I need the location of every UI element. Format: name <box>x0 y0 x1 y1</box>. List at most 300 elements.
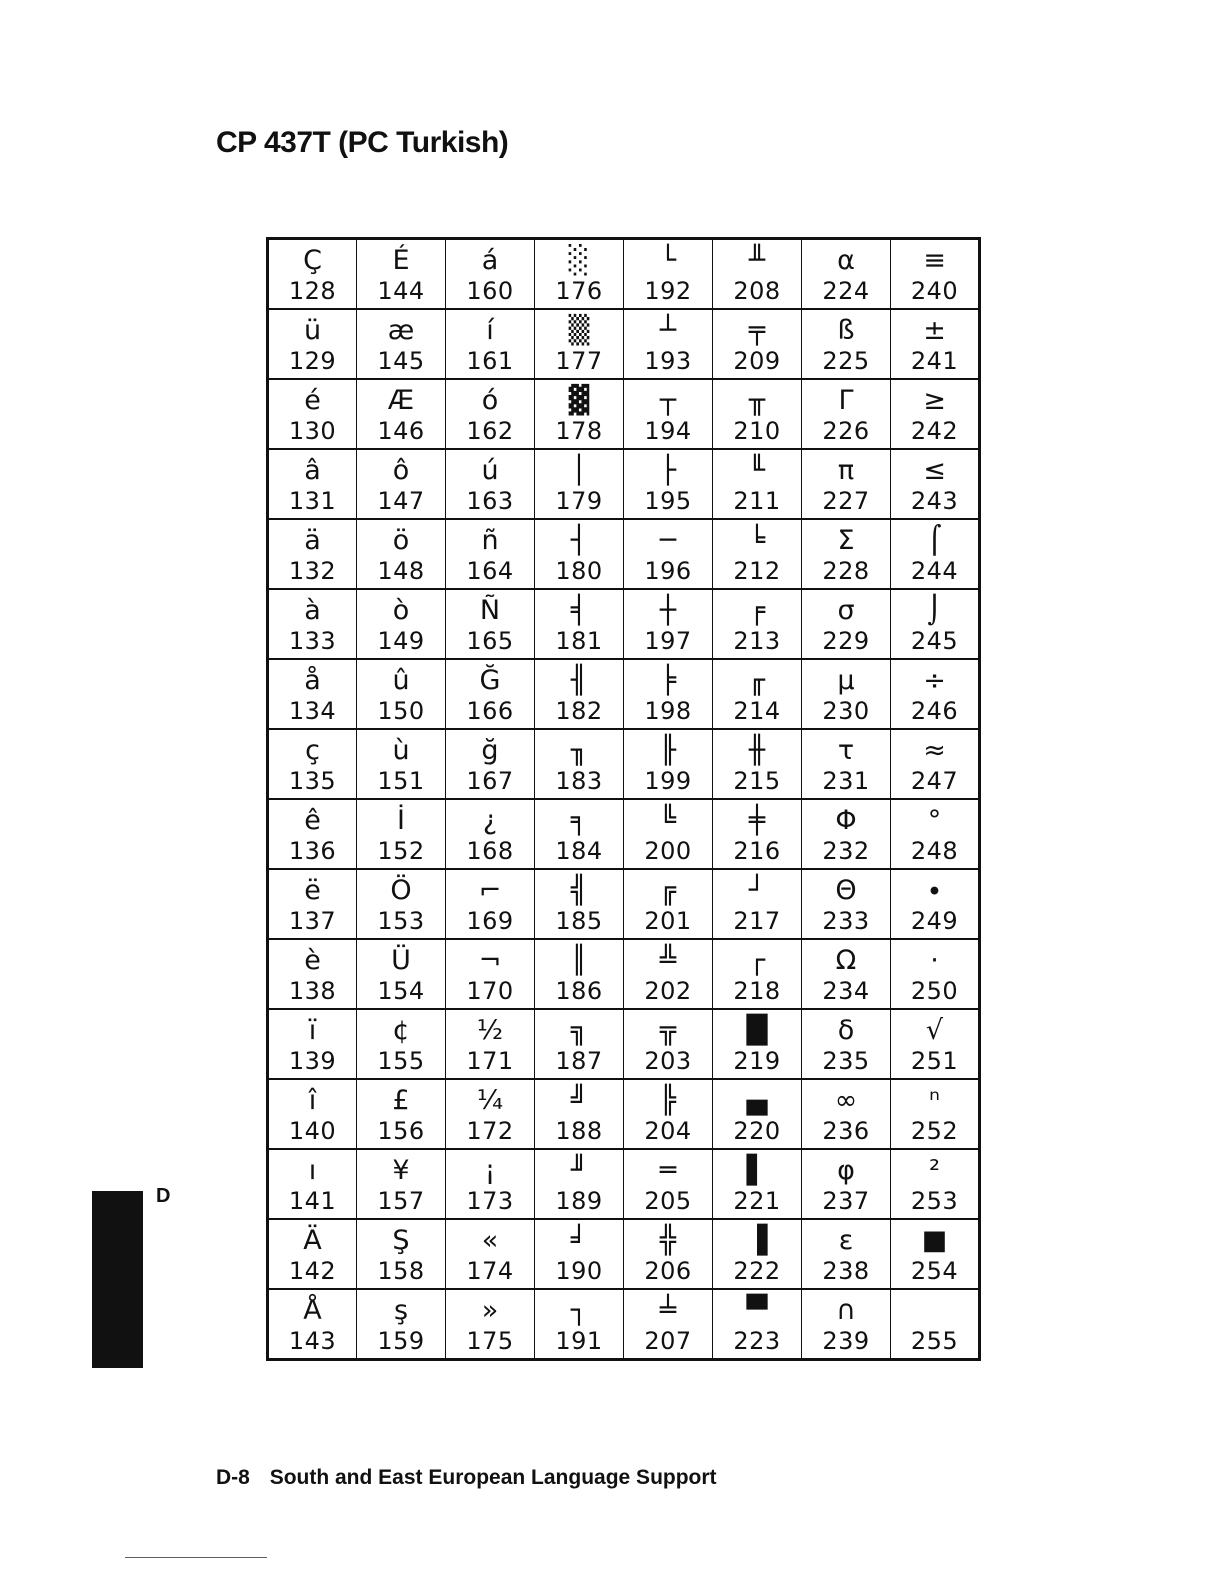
cell-character: ç <box>305 735 320 766</box>
code-cell <box>713 239 802 310</box>
code-cell <box>535 869 624 939</box>
code-cell <box>624 869 713 939</box>
code-cell <box>713 1009 802 1079</box>
cell-character: ╙ <box>748 455 766 486</box>
table-row <box>268 939 980 1009</box>
cell-character: ë <box>304 875 321 906</box>
cell-character: ñ <box>481 525 499 556</box>
cell-code-number: 195 <box>644 487 692 515</box>
code-cell <box>268 239 357 310</box>
cell-code-number: 225 <box>822 347 870 375</box>
code-cell <box>713 729 802 799</box>
cell-code-number: 168 <box>466 837 514 865</box>
cell-character: ─ <box>659 525 677 556</box>
cell-code-number: 156 <box>377 1117 425 1145</box>
cell-character: Ş <box>392 1225 410 1256</box>
cell-character: α <box>837 245 855 276</box>
cell-code-number: 145 <box>377 347 425 375</box>
cell-code-number: 176 <box>555 277 603 305</box>
cell-character: ╧ <box>659 1295 677 1326</box>
table-row <box>268 659 980 729</box>
code-cell <box>446 309 535 379</box>
cell-character: ▀ <box>746 1295 768 1326</box>
cell-code-number: 237 <box>822 1187 870 1215</box>
cell-code-number: 249 <box>910 907 959 935</box>
cell-character: ≡ <box>923 245 946 276</box>
cell-character: ı <box>308 1155 317 1186</box>
code-cell <box>268 729 357 799</box>
cell-code-number: 250 <box>910 977 959 1005</box>
code-cell <box>713 1289 802 1360</box>
cell-code-number: 211 <box>733 487 781 515</box>
cell-character: ║ <box>570 945 588 976</box>
table-row <box>268 1149 980 1219</box>
cell-code-number: 159 <box>377 1327 425 1355</box>
cell-code-number: 155 <box>377 1047 425 1075</box>
code-cell <box>357 939 446 1009</box>
cell-character: ╕ <box>570 805 588 836</box>
cell-code-number: 162 <box>466 417 514 445</box>
cell-character: Ä <box>303 1225 322 1256</box>
code-cell <box>446 519 535 589</box>
cell-code-number: 217 <box>733 907 781 935</box>
code-cell <box>268 589 357 659</box>
cell-code-number: 201 <box>644 907 692 935</box>
code-cell <box>713 659 802 729</box>
cell-character: £ <box>392 1085 410 1116</box>
code-cell <box>624 799 713 869</box>
cell-character <box>891 1290 978 1328</box>
code-cell <box>891 729 980 799</box>
code-cell <box>624 1289 713 1360</box>
cell-character: û <box>392 665 410 696</box>
cell-character: ╥ <box>748 385 766 416</box>
code-cell <box>535 239 624 310</box>
cell-code-number: 191 <box>555 1327 603 1355</box>
cell-character: ∙ <box>926 875 943 906</box>
cell-code-number: 193 <box>644 347 692 375</box>
cell-character: ° <box>927 805 942 836</box>
cell-code-number: 149 <box>377 627 425 655</box>
code-cell <box>268 1289 357 1360</box>
cell-character: δ <box>837 1015 855 1046</box>
cell-character: · <box>930 945 939 976</box>
cell-code-number: 188 <box>555 1117 603 1145</box>
code-cell <box>802 1219 891 1289</box>
cell-character: « <box>481 1225 499 1256</box>
cell-code-number: 138 <box>288 977 337 1005</box>
code-cell <box>802 589 891 659</box>
cell-code-number: 130 <box>288 417 337 445</box>
code-cell <box>624 309 713 379</box>
code-cell <box>802 519 891 589</box>
code-cell <box>891 1079 980 1149</box>
cell-character: █ <box>746 1015 768 1046</box>
cell-character: ¬ <box>478 945 502 976</box>
cell-code-number: 223 <box>733 1327 781 1355</box>
cell-character: ╜ <box>570 1155 588 1186</box>
cell-code-number: 230 <box>822 697 870 725</box>
cell-character: ê <box>304 805 321 836</box>
code-cell <box>802 1289 891 1360</box>
code-cell <box>535 519 624 589</box>
cell-character: à <box>304 595 321 626</box>
cell-code-number: 181 <box>555 627 603 655</box>
cell-code-number: 179 <box>555 487 603 515</box>
cell-code-number: 198 <box>644 697 692 725</box>
side-tab-marker <box>92 1191 143 1368</box>
cell-code-number: 184 <box>555 837 603 865</box>
cell-code-number: 213 <box>733 627 781 655</box>
code-cell <box>802 379 891 449</box>
code-cell <box>713 939 802 1009</box>
code-cell <box>891 799 980 869</box>
cell-code-number: 192 <box>644 277 692 305</box>
code-cell <box>891 519 980 589</box>
cell-code-number: 160 <box>466 277 514 305</box>
cell-code-number: 146 <box>377 417 425 445</box>
cell-character: ≈ <box>923 735 946 766</box>
cell-character: æ <box>387 315 415 346</box>
code-cell <box>446 939 535 1009</box>
cell-code-number: 148 <box>377 557 425 585</box>
code-cell <box>802 1149 891 1219</box>
cell-code-number: 180 <box>555 557 603 585</box>
cell-code-number: 189 <box>555 1187 603 1215</box>
cell-character: ╒ <box>748 595 766 626</box>
cell-character: ö <box>392 525 410 556</box>
code-cell <box>802 1009 891 1079</box>
table-row <box>268 309 980 379</box>
cell-code-number: 187 <box>555 1047 603 1075</box>
code-cell <box>802 309 891 379</box>
table-row <box>268 519 980 589</box>
code-cell <box>446 1009 535 1079</box>
code-cell <box>268 939 357 1009</box>
code-cell <box>268 1149 357 1219</box>
code-page-table <box>266 237 981 1361</box>
cell-character: Γ <box>838 385 854 416</box>
cell-character: ┘ <box>748 875 766 906</box>
cell-character: ┤ <box>570 525 588 556</box>
code-cell <box>802 659 891 729</box>
code-cell <box>713 449 802 519</box>
code-cell <box>535 1009 624 1079</box>
cell-code-number: 166 <box>466 697 514 725</box>
cell-character: ├ <box>659 455 677 486</box>
cell-character: ¼ <box>476 1085 504 1116</box>
cell-character: √ <box>925 1015 944 1046</box>
cell-code-number: 154 <box>377 977 425 1005</box>
cell-character: ¿ <box>482 805 498 836</box>
cell-code-number: 251 <box>910 1047 959 1075</box>
cell-code-number: 208 <box>733 277 781 305</box>
cell-character: è <box>304 945 321 976</box>
code-cell <box>446 1079 535 1149</box>
code-cell <box>624 589 713 659</box>
code-cell <box>891 659 980 729</box>
cell-code-number: 209 <box>733 347 781 375</box>
table-row <box>268 239 980 310</box>
cell-code-number: 206 <box>644 1257 692 1285</box>
cell-code-number: 169 <box>466 907 514 935</box>
code-cell <box>357 449 446 519</box>
code-cell <box>446 449 535 519</box>
code-cell <box>713 1219 802 1289</box>
cell-code-number: 129 <box>288 347 337 375</box>
code-cell <box>802 939 891 1009</box>
cell-code-number: 139 <box>288 1047 337 1075</box>
code-cell <box>446 379 535 449</box>
cell-character: ô <box>392 455 410 486</box>
side-tab-label: D <box>156 1185 171 1207</box>
code-cell <box>268 519 357 589</box>
cell-code-number: 234 <box>822 977 870 1005</box>
cell-character: î <box>308 1085 317 1116</box>
cell-character: Σ <box>837 525 855 556</box>
cell-character: á <box>481 245 499 276</box>
cell-character: │ <box>570 455 588 486</box>
cell-character: ≥ <box>923 385 946 416</box>
cell-code-number: 131 <box>288 487 337 515</box>
cell-code-number: 240 <box>910 277 959 305</box>
cell-character: ╦ <box>659 1015 677 1046</box>
table-row <box>268 869 980 939</box>
cell-code-number: 239 <box>822 1327 870 1355</box>
cell-character: ∞ <box>834 1085 858 1116</box>
code-cell <box>713 309 802 379</box>
cell-code-number: 216 <box>733 837 781 865</box>
cell-character: ╣ <box>570 875 588 906</box>
code-cell <box>535 729 624 799</box>
cell-code-number: 167 <box>466 767 514 795</box>
cell-character: ╚ <box>659 805 677 836</box>
cell-code-number: 218 <box>733 977 781 1005</box>
code-cell <box>357 1289 446 1360</box>
cell-code-number: 134 <box>288 697 337 725</box>
cell-character: Ñ <box>479 595 501 626</box>
cell-code-number: 226 <box>822 417 870 445</box>
code-cell <box>713 1149 802 1219</box>
cell-character: ▒ <box>568 315 590 346</box>
code-cell <box>357 239 446 310</box>
cell-code-number: 141 <box>288 1187 337 1215</box>
cell-code-number: 200 <box>644 837 692 865</box>
code-cell <box>446 799 535 869</box>
code-cell <box>268 1009 357 1079</box>
cell-character: ± <box>923 315 946 346</box>
code-cell <box>446 1219 535 1289</box>
code-cell <box>268 1219 357 1289</box>
cell-character: ┼ <box>659 595 677 626</box>
code-cell <box>624 519 713 589</box>
table-row <box>268 1009 980 1079</box>
cell-character: ╛ <box>570 1225 588 1256</box>
cell-code-number: 197 <box>644 627 692 655</box>
cell-character: ≤ <box>923 455 946 486</box>
code-cell <box>535 309 624 379</box>
cell-code-number: 135 <box>288 767 337 795</box>
code-cell <box>624 939 713 1009</box>
cell-code-number: 247 <box>910 767 959 795</box>
code-cell <box>357 869 446 939</box>
cell-character: ¢ <box>392 1015 410 1046</box>
cell-character: ù <box>392 735 410 766</box>
cell-character: å <box>304 665 321 696</box>
cell-code-number: 232 <box>822 837 870 865</box>
cell-character: ▓ <box>568 385 590 416</box>
cell-code-number: 143 <box>288 1327 337 1355</box>
cell-code-number: 246 <box>910 697 959 725</box>
code-cell <box>624 449 713 519</box>
code-cell <box>624 1219 713 1289</box>
cell-character: Ç <box>303 245 322 276</box>
cell-code-number: 253 <box>910 1187 959 1215</box>
cell-character: Ω <box>835 945 857 976</box>
code-cell <box>268 659 357 729</box>
page-title: CP 437T (PC Turkish) <box>216 126 509 159</box>
cell-code-number: 153 <box>377 907 425 935</box>
cell-character: ⌡ <box>927 595 942 626</box>
cell-code-number: 172 <box>466 1117 514 1145</box>
table-row <box>268 729 980 799</box>
cell-code-number: 128 <box>288 277 337 305</box>
cell-code-number: 161 <box>466 347 514 375</box>
cell-character: ⁿ <box>929 1085 940 1116</box>
cell-code-number: 214 <box>733 697 781 725</box>
cell-character: Å <box>303 1295 322 1326</box>
cell-code-number: 157 <box>377 1187 425 1215</box>
code-cell <box>891 379 980 449</box>
cell-code-number: 224 <box>822 277 870 305</box>
code-cell <box>357 1009 446 1079</box>
cell-character: Ğ <box>479 665 501 696</box>
cell-character: ╩ <box>659 945 677 976</box>
cell-character: ▄ <box>746 1085 768 1116</box>
cell-code-number: 215 <box>733 767 781 795</box>
cell-code-number: 203 <box>644 1047 692 1075</box>
code-cell <box>268 1079 357 1149</box>
code-cell <box>357 1079 446 1149</box>
cell-character: ε <box>838 1225 854 1256</box>
cell-code-number: 254 <box>910 1257 959 1285</box>
cell-code-number: 212 <box>733 557 781 585</box>
cell-code-number: 174 <box>466 1257 514 1285</box>
code-cell <box>891 939 980 1009</box>
code-cell <box>624 379 713 449</box>
cell-character: µ <box>837 665 855 696</box>
code-cell <box>713 869 802 939</box>
code-cell <box>446 659 535 729</box>
page-footer <box>216 1466 717 1490</box>
cell-character: ╫ <box>748 735 766 766</box>
cell-code-number: 190 <box>555 1257 603 1285</box>
cell-character: ╔ <box>659 875 677 906</box>
code-cell <box>268 379 357 449</box>
cell-code-number: 158 <box>377 1257 425 1285</box>
code-cell <box>891 239 980 310</box>
code-cell <box>357 799 446 869</box>
code-cell <box>802 449 891 519</box>
cell-code-number: 231 <box>822 767 870 795</box>
cell-character: ░ <box>568 245 590 276</box>
code-cell <box>535 1149 624 1219</box>
cell-code-number: 245 <box>910 627 959 655</box>
cell-code-number: 204 <box>644 1117 692 1145</box>
cell-character: ╞ <box>659 665 677 696</box>
cell-character: ⌠ <box>927 525 942 556</box>
cell-character: ┌ <box>748 945 766 976</box>
cell-code-number: 142 <box>288 1257 337 1285</box>
cell-code-number: 151 <box>377 767 425 795</box>
cell-code-number: 164 <box>466 557 514 585</box>
code-cell <box>357 589 446 659</box>
cell-code-number: 255 <box>910 1327 959 1355</box>
code-cell <box>713 1079 802 1149</box>
cell-code-number: 219 <box>733 1047 781 1075</box>
cell-character: ╪ <box>748 805 766 836</box>
cell-code-number: 205 <box>644 1187 692 1215</box>
cell-code-number: 220 <box>733 1117 781 1145</box>
cell-code-number: 238 <box>822 1257 870 1285</box>
cell-character: σ <box>837 595 855 626</box>
cell-character: é <box>304 385 321 416</box>
code-cell <box>357 379 446 449</box>
cell-character: ╡ <box>570 595 588 626</box>
cell-character: ╟ <box>659 735 677 766</box>
cell-character: ¡ <box>484 1155 496 1186</box>
cell-character: ■ <box>921 1225 948 1256</box>
code-cell <box>357 1149 446 1219</box>
code-cell <box>357 729 446 799</box>
cell-character: ∩ <box>836 1295 856 1326</box>
code-cell <box>624 1009 713 1079</box>
cell-character: ß <box>837 315 855 346</box>
cell-character: Ü <box>391 945 411 976</box>
cell-code-number: 171 <box>466 1047 514 1075</box>
cell-character: ÷ <box>923 665 946 696</box>
cell-character: ¥ <box>392 1155 410 1186</box>
code-cell <box>357 1219 446 1289</box>
cell-character: ü <box>303 315 322 346</box>
code-cell <box>535 1079 624 1149</box>
cell-character: ╬ <box>659 1225 677 1256</box>
cell-code-number: 244 <box>910 557 959 585</box>
cell-code-number: 182 <box>555 697 603 725</box>
cell-character: ò <box>392 595 410 626</box>
cell-code-number: 210 <box>733 417 781 445</box>
cell-code-number: 194 <box>644 417 692 445</box>
cell-character: ╤ <box>748 315 766 346</box>
table-row <box>268 449 980 519</box>
cell-code-number: 133 <box>288 627 337 655</box>
cell-code-number: 140 <box>288 1117 337 1145</box>
footer-title: South and East European Language Support <box>269 1466 717 1489</box>
code-cell <box>535 1289 624 1360</box>
code-cell <box>713 379 802 449</box>
table-row <box>268 379 980 449</box>
code-cell <box>357 659 446 729</box>
cell-character: ╖ <box>570 735 588 766</box>
code-cell <box>268 799 357 869</box>
code-cell <box>891 1149 980 1219</box>
code-cell <box>713 589 802 659</box>
code-cell <box>713 799 802 869</box>
cell-character: ╗ <box>570 1015 588 1046</box>
cell-code-number: 199 <box>644 767 692 795</box>
code-cell <box>535 449 624 519</box>
code-cell <box>802 729 891 799</box>
